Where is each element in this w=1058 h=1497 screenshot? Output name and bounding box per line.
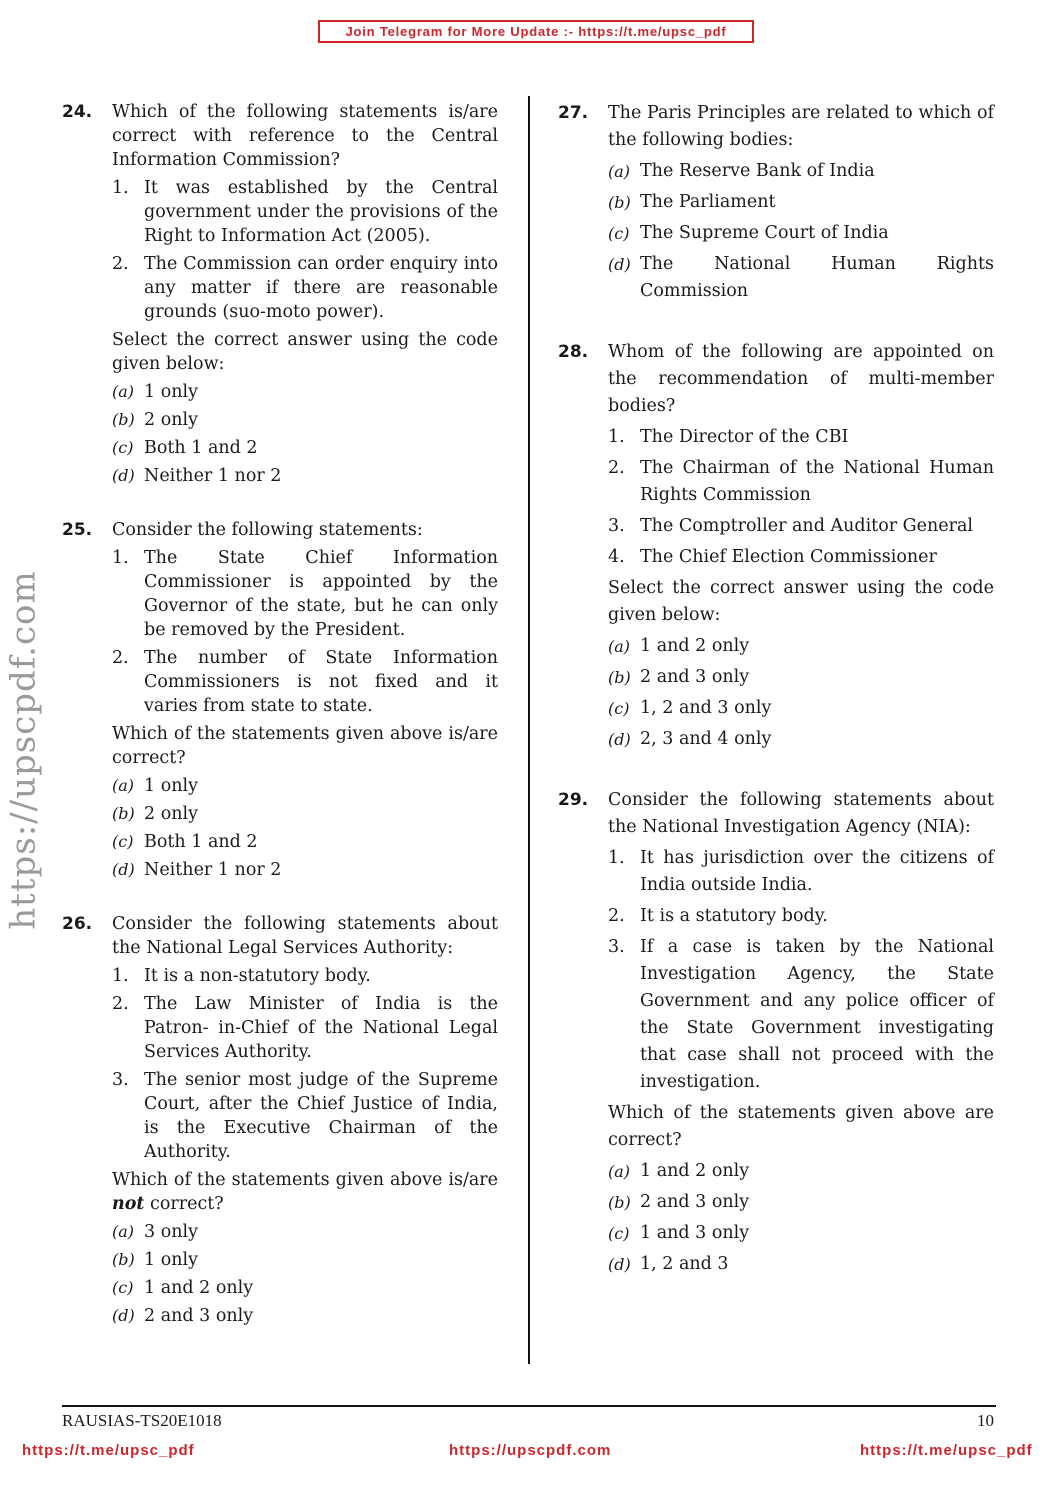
- option-d[interactable]: (d) 1, 2 and 3: [608, 1254, 729, 1274]
- option-a[interactable]: (a) 3 only: [112, 1222, 198, 1242]
- statement-2: 2. The Chairman of the National Human Rights Commission: [608, 458, 994, 505]
- statement-2: 2. The Commission can order enquiry into any matter if there are reasonable grounds (suo-moto power).: [112, 254, 498, 322]
- option-d[interactable]: (d) 2, 3 and 4 only: [608, 729, 772, 749]
- right-column: [558, 100, 994, 1278]
- option-c[interactable]: (c) Both 1 and 2: [112, 438, 258, 458]
- option-a[interactable]: (a) The Reserve Bank of India: [608, 161, 875, 181]
- statement-2: 2. It is a statutory body.: [608, 906, 828, 926]
- telegram-banner[interactable]: Join Telegram for More Update :- https://t.me/upsc_pdf: [318, 20, 754, 43]
- statement-3: 3. The senior most judge of the Supreme Court, after the Chief Justice of India, is the Executive Chairman of the Authority.: [112, 1070, 498, 1162]
- option-d[interactable]: (d) 2 and 3 only: [112, 1306, 254, 1326]
- telegram-link-right[interactable]: https://t.me/upsc_pdf: [860, 1442, 1033, 1459]
- statement-4: 4. The Chief Election Commissioner: [608, 547, 937, 567]
- paper-code: RAUSIAS-TS20E1018: [62, 1411, 222, 1430]
- question-text: The Paris Principles are related to which of the following bodies:: [608, 103, 994, 150]
- option-b[interactable]: (b) 2 and 3 only: [608, 1192, 750, 1212]
- option-a[interactable]: (a) 1 and 2 only: [608, 1161, 750, 1181]
- option-b[interactable]: (b) The Parliament: [608, 192, 776, 212]
- emphasis-not: not: [112, 1194, 145, 1214]
- question-24: [62, 100, 498, 488]
- question-text: Consider the following statements about the National Legal Services Authority:: [112, 914, 498, 958]
- instruction-text: Which of the statements given above is/are correct?: [112, 724, 498, 768]
- question-28: [558, 339, 994, 753]
- statement-1: 1. It has jurisdiction over the citizens of India outside India.: [608, 848, 994, 895]
- question-text: Which of the following statements is/are correct with reference to the Central Information Commission?: [112, 102, 498, 170]
- option-c[interactable]: (c) Both 1 and 2: [112, 832, 258, 852]
- question-26: [62, 912, 498, 1328]
- question-number: 29.: [558, 790, 589, 810]
- option-c[interactable]: (c) 1, 2 and 3 only: [608, 698, 772, 718]
- option-a[interactable]: (a) 1 only: [112, 776, 198, 796]
- instruction-text: Select the correct answer using the code given below:: [112, 330, 498, 374]
- option-b[interactable]: (b) 2 and 3 only: [608, 667, 750, 687]
- statement-2: 2. The Law Minister of India is the Patron- in-Chief of the National Legal Services Authority.: [112, 994, 498, 1062]
- question-27: [558, 100, 994, 305]
- statement-1: 1. It was established by the Central government under the provisions of the Right to Information Act (2005).: [112, 178, 498, 246]
- question-number: 28.: [558, 342, 589, 362]
- footer-rule: [62, 1405, 996, 1407]
- instruction-text: Select the correct answer using the code given below:: [608, 578, 994, 625]
- statement-3: 3. The Comptroller and Auditor General: [608, 516, 974, 536]
- column-divider: [528, 96, 530, 1364]
- option-b[interactable]: (b) 1 only: [112, 1250, 198, 1270]
- question-number: 27.: [558, 103, 589, 123]
- instruction-text: Which of the statements given above is/are not correct?: [112, 1170, 498, 1214]
- question-number: 25.: [62, 520, 93, 540]
- statement-3: 3. If a case is taken by the National Investigation Agency, the State Government and any police officer of the State Government investigating that case shall not proceed with the investigation.: [608, 937, 994, 1092]
- option-d[interactable]: (d) The National Human Rights Commission: [608, 254, 994, 301]
- question-text: Consider the following statements about the National Investigation Agency (NIA):: [608, 790, 994, 837]
- question-number: 24.: [62, 102, 93, 122]
- question-number: 26.: [62, 914, 93, 934]
- question-29: [558, 787, 994, 1278]
- page-number: 10: [977, 1411, 994, 1430]
- statement-1: 1. It is a non-statutory body.: [112, 966, 371, 986]
- option-c[interactable]: (c) 1 and 2 only: [112, 1278, 254, 1298]
- instruction-text: Which of the statements given above are correct?: [608, 1103, 994, 1150]
- option-d[interactable]: (d) Neither 1 nor 2: [112, 466, 282, 486]
- watermark-text: https://upscpdf.com: [4, 570, 45, 930]
- question-text: Consider the following statements:: [112, 520, 423, 540]
- option-b[interactable]: (b) 2 only: [112, 410, 198, 430]
- watermark: [0, 570, 48, 930]
- statement-1: 1. The Director of the CBI: [608, 427, 849, 447]
- option-a[interactable]: (a) 1 and 2 only: [608, 636, 750, 656]
- site-link-center[interactable]: https://upscpdf.com: [449, 1442, 612, 1459]
- option-c[interactable]: (c) 1 and 3 only: [608, 1223, 750, 1243]
- option-c[interactable]: (c) The Supreme Court of India: [608, 223, 889, 243]
- question-text: Whom of the following are appointed on the recommendation of multi-member bodies?: [608, 342, 994, 416]
- statement-2: 2. The number of State Information Commissioners is not fixed and it varies from state to state.: [112, 648, 498, 716]
- option-b[interactable]: (b) 2 only: [112, 804, 198, 824]
- telegram-link-left[interactable]: https://t.me/upsc_pdf: [22, 1442, 195, 1459]
- option-d[interactable]: (d) Neither 1 nor 2: [112, 860, 282, 880]
- question-25: [62, 518, 498, 882]
- left-column: [62, 100, 498, 1328]
- option-a[interactable]: (a) 1 only: [112, 382, 198, 402]
- statement-1: 1. The State Chief Information Commissioner is appointed by the Governor of the state, but he can only be removed by the President.: [112, 548, 498, 640]
